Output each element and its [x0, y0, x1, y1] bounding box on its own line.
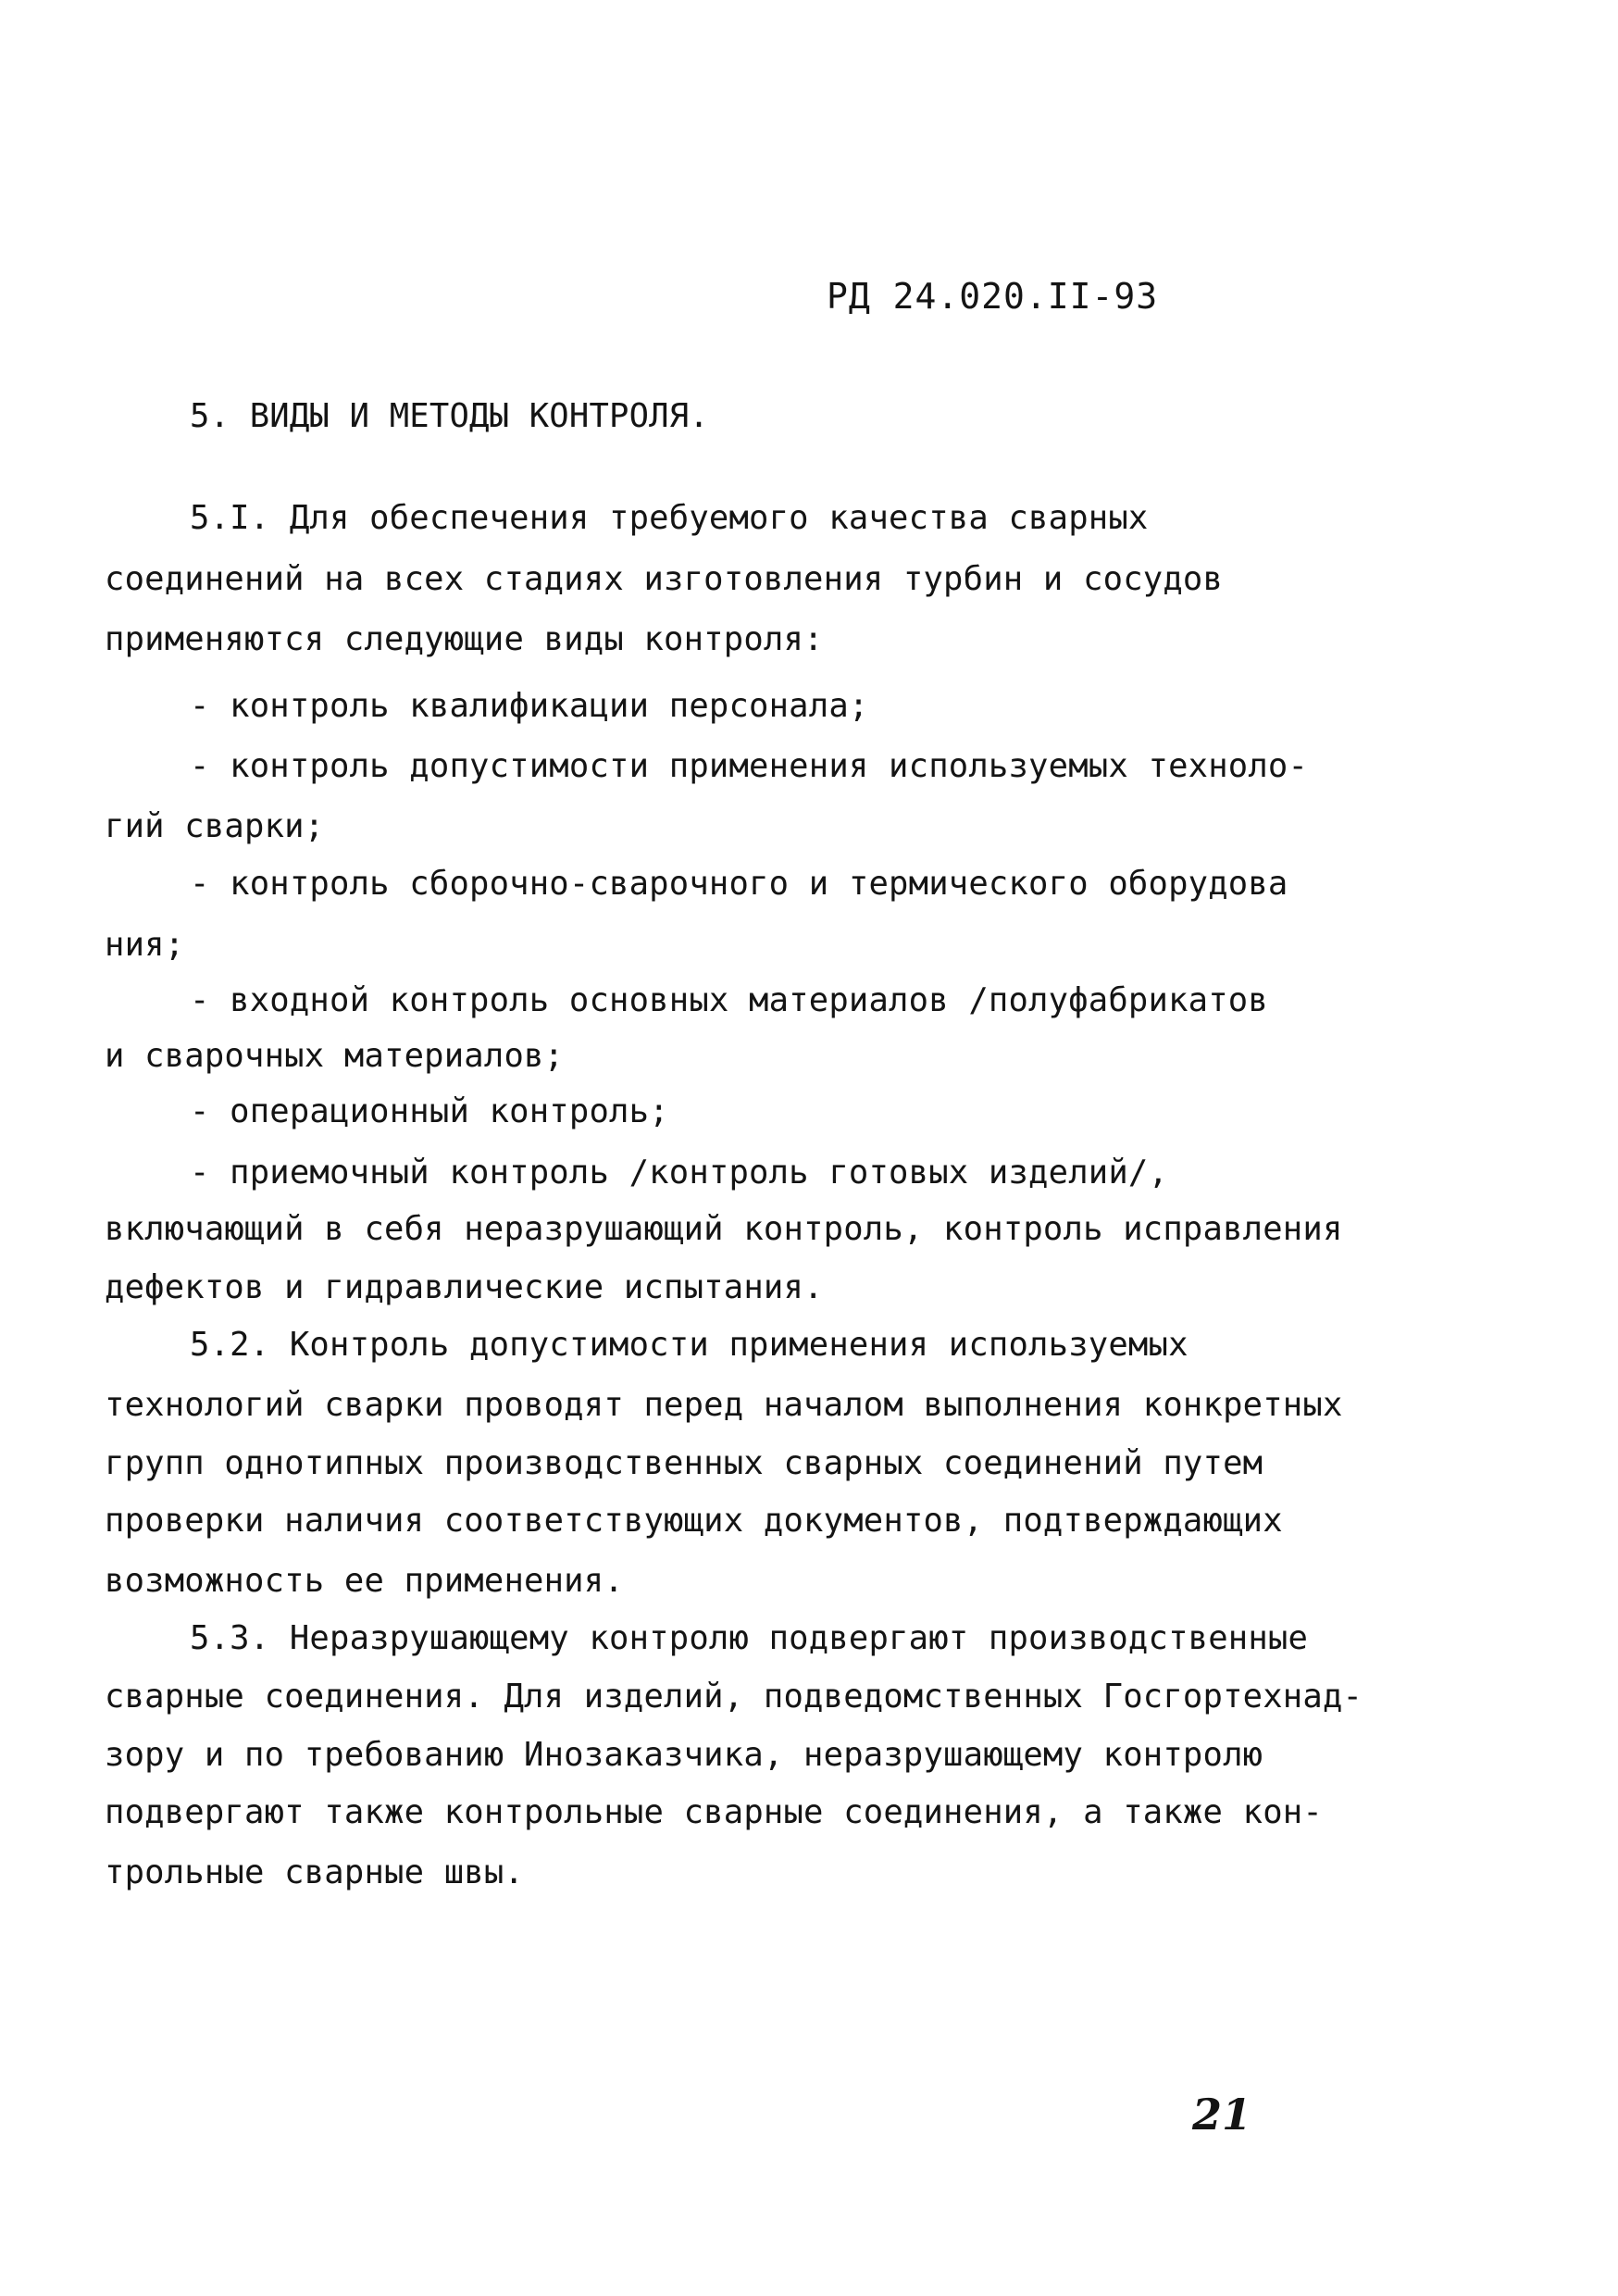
paragraph-line: подвергают также контрольные сварные соединения, а также кон- [105, 1793, 1323, 1831]
paragraph-line: технологий сварки проводят перед началом выполнения конкретных [105, 1386, 1343, 1424]
list-item: - приемочный контроль /контроль готовых изделий/, [190, 1154, 1169, 1192]
list-item-continuation: гий сварки; [105, 807, 325, 845]
list-item: - контроль квалификации персонала; [190, 687, 869, 725]
paragraph-line: возможность ее применения. [105, 1562, 624, 1600]
paragraph-line: зору и по требованию Инозаказчика, неразрушающему контролю [105, 1736, 1263, 1774]
document-code: РД 24.020.II-93 [827, 276, 1159, 317]
paragraph-line: трольные сварные швы. [105, 1853, 525, 1891]
list-item: - входной контроль основных материалов /полуфабрикатов [190, 981, 1268, 1019]
paragraph-line: проверки наличия соответствующих документов, подтверждающих [105, 1502, 1283, 1540]
page-number: 21 [1192, 2090, 1252, 2140]
list-item-continuation: дефектов и гидравлические испытания. [105, 1268, 824, 1306]
list-item-continuation: и сварочных материалов; [105, 1037, 565, 1075]
section-title: 5. ВИДЫ И МЕТОДЫ КОНТРОЛЯ. [190, 397, 709, 435]
list-item-continuation: включающий в себя неразрушающий контроль, контроль исправления [105, 1210, 1343, 1248]
list-item: - операционный контроль; [190, 1092, 669, 1130]
list-item-continuation: ния; [105, 926, 185, 964]
list-item: - контроль допустимости применения используемых техноло- [190, 747, 1309, 785]
paragraph-line: 5.I. Для обеспечения требуемого качества сварных [190, 499, 1149, 537]
paragraph-line: применяются следующие виды контроля: [105, 620, 824, 658]
paragraph-line: сварные соединения. Для изделий, подведомственных Госгортехнад- [105, 1678, 1363, 1716]
list-item: - контроль сборочно-сварочного и термического оборудова [190, 865, 1288, 903]
paragraph-line: соединений на всех стадиях изготовления турбин и сосудов [105, 560, 1224, 598]
paragraph-line: 5.3. Неразрушающему контролю подвергают производственные [190, 1619, 1309, 1657]
paragraph-line: 5.2. Контроль допустимости применения используемых [190, 1326, 1189, 1364]
paragraph-line: групп однотипных производственных сварных соединений путем [105, 1444, 1263, 1482]
